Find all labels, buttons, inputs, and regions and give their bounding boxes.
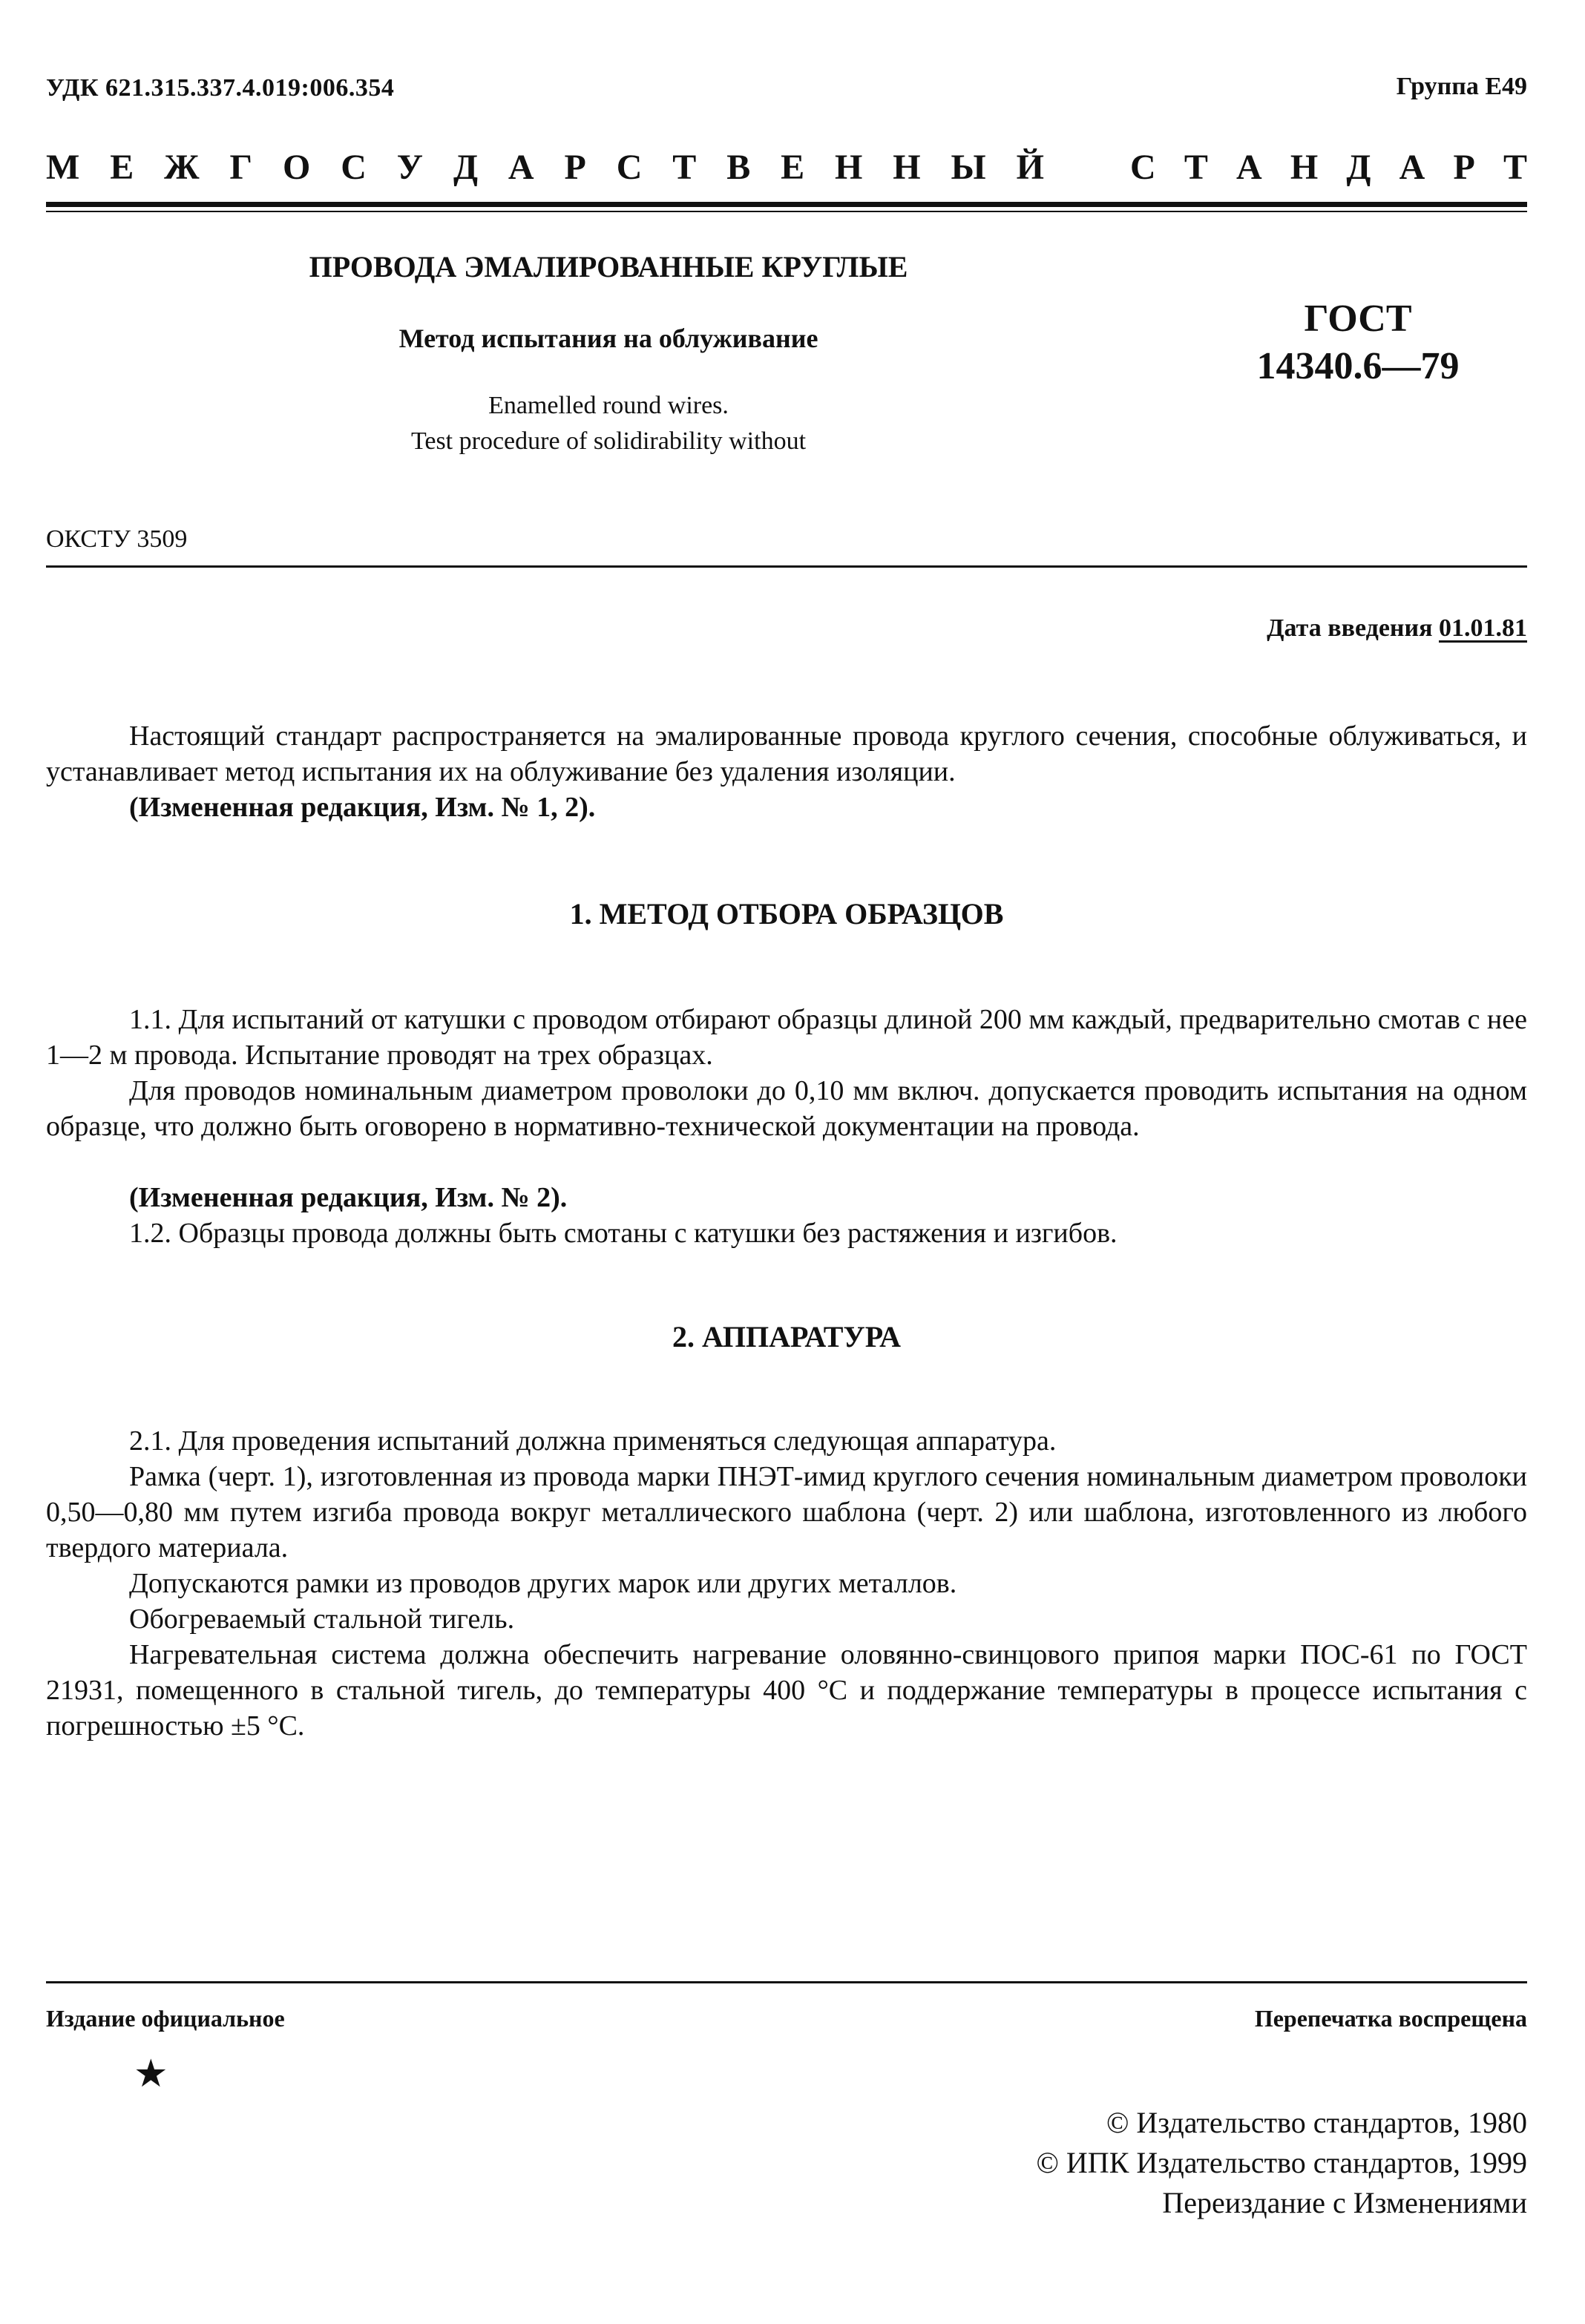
copyright-line-1999: © ИПК Издательство стандартов, 1999 [1036,2146,1527,2179]
header-rule-thin [46,211,1527,212]
banner-letter: А [1236,148,1262,187]
banner-letter: Р [564,148,586,187]
banner-letter: С [1130,148,1156,187]
intro-paragraph: Настоящий стандарт распространяется на эмалированные провода круглого сечения, способные облуживаться, и устанавливает метод испытания их на облуживание без удаления изоляции. [46,720,1527,787]
gost-designation [1187,295,1529,390]
group-code: Группа Е49 [1396,73,1527,100]
effective-date [1267,614,1527,643]
gost-number: 14340.6—79 [1256,345,1460,387]
okstu-code: ОКСТУ 3509 [46,525,188,553]
banner-letter: Н [835,148,863,187]
banner-letter: Т [1503,148,1527,187]
star-icon: ★ [134,2053,168,2095]
banner-letter: Е [110,148,134,187]
banner-letter: Г [229,148,253,187]
footer-rule [46,1981,1527,1983]
banner-letter: Й [1016,148,1044,187]
banner-letter: В [726,148,751,187]
banner-letter: М [46,148,80,187]
banner-letter: Т [672,148,697,187]
official-edition-label: Издание официальное [46,2005,285,2032]
section-2-para-crucible: Обогреваемый стальной тигель. [129,1604,515,1635]
effective-date-label: Дата введения [1267,614,1433,642]
okstu-rule [46,565,1527,568]
section-1-para-1-2: 1.2. Образцы провода должны быть смотаны с катушки без растяжения и изгибов. [129,1218,1118,1249]
section-2-para-frame: Рамка (черт. 1), изготовленная из провода марки ПНЭТ-имид круглого сечения номинальным диаметром проволоки 0,50—0,80 мм путем изгиба провода вокруг металлического шаблона (черт. 2) или шаблона, изготовленного из любого твердого материала. [46,1461,1527,1563]
banner-letter: Е [781,148,805,187]
banner-letter: С [616,148,643,187]
banner-letter: А [1399,148,1425,187]
udk-code: УДК 621.315.337.4.019:006.354 [46,74,395,102]
banner-letter: Ы [951,148,986,187]
banner-letter: С [341,148,367,187]
banner-letter: Р [1453,148,1475,187]
section-1-para-1-1: 1.1. Для испытаний от катушки с проводом отбирают образцы длиной 200 мм каждый, предварительно смотав с нее 1—2 м провода. Испытание проводят на трех образцах. [46,1004,1527,1071]
banner-letter: Т [1184,148,1208,187]
english-title-line2: Test procedure of solidirability without [410,427,807,455]
intro-amendment-note: (Измененная редакция, Изм. № 1, 2). [129,792,596,823]
section-2-para-2-1: 2.1. Для проведения испытаний должна применяться следующая аппаратура. [129,1425,1057,1457]
section-2-heading: 2. АППАРАТУРА [672,1320,901,1353]
banner-letter: Ж [164,148,200,187]
banner-word-interstate [46,147,1044,188]
banner-letter: Н [1290,148,1319,187]
banner-letter: Н [893,148,921,187]
banner-letter: О [282,148,311,187]
title-block [178,249,1039,459]
banner-letter: У [396,148,424,187]
copyright-line-1980: © Издательство стандартов, 1980 [1106,2106,1527,2139]
section-1-para-thin-wires: Для проводов номинальным диаметром проволоки до 0,10 мм включ. допускается проводить испытания на одном образце, что должно быть оговорено в нормативно-технической документации на провода. [46,1075,1527,1142]
gost-label: ГОСТ [1304,298,1412,340]
document-title: ПРОВОДА ЭМАЛИРОВАННЫЕ КРУГЛЫЕ [309,250,908,283]
section-1-heading: 1. МЕТОД ОТБОРА ОБРАЗЦОВ [569,897,1004,930]
english-title-line1: Enamelled round wires. [488,392,729,419]
banner-letter: Д [1346,148,1371,187]
banner-letter: Д [453,148,478,187]
header-rule-thick [46,202,1527,207]
section-1-amendment-note: (Измененная редакция, Изм. № 2). [129,1182,568,1213]
document-subtitle: Метод испытания на облуживание [398,324,818,353]
effective-date-value: 01.01.81 [1439,614,1527,642]
standard-banner [46,147,1527,188]
banner-letter: А [508,148,534,187]
copyright-block [1037,2103,1527,2223]
section-2-para-heating: Нагревательная система должна обеспечить нагревание оловянно-свинцового припоя марки ПОС-61 по ГОСТ 21931, помещенного в стальной тигель, до температуры 400 °С и поддержание температуры в процессе испытания с погрешностью ±5 °С. [46,1639,1527,1742]
banner-word-standard [1130,147,1527,188]
reissue-note: Переиздание с Изменениями [1162,2186,1527,2219]
english-title [178,388,1039,459]
section-2-para-other-frames: Допускаются рамки из проводов других марок или других металлов. [129,1568,957,1599]
reprint-prohibited-label: Перепечатка воспрещена [1254,2005,1527,2032]
